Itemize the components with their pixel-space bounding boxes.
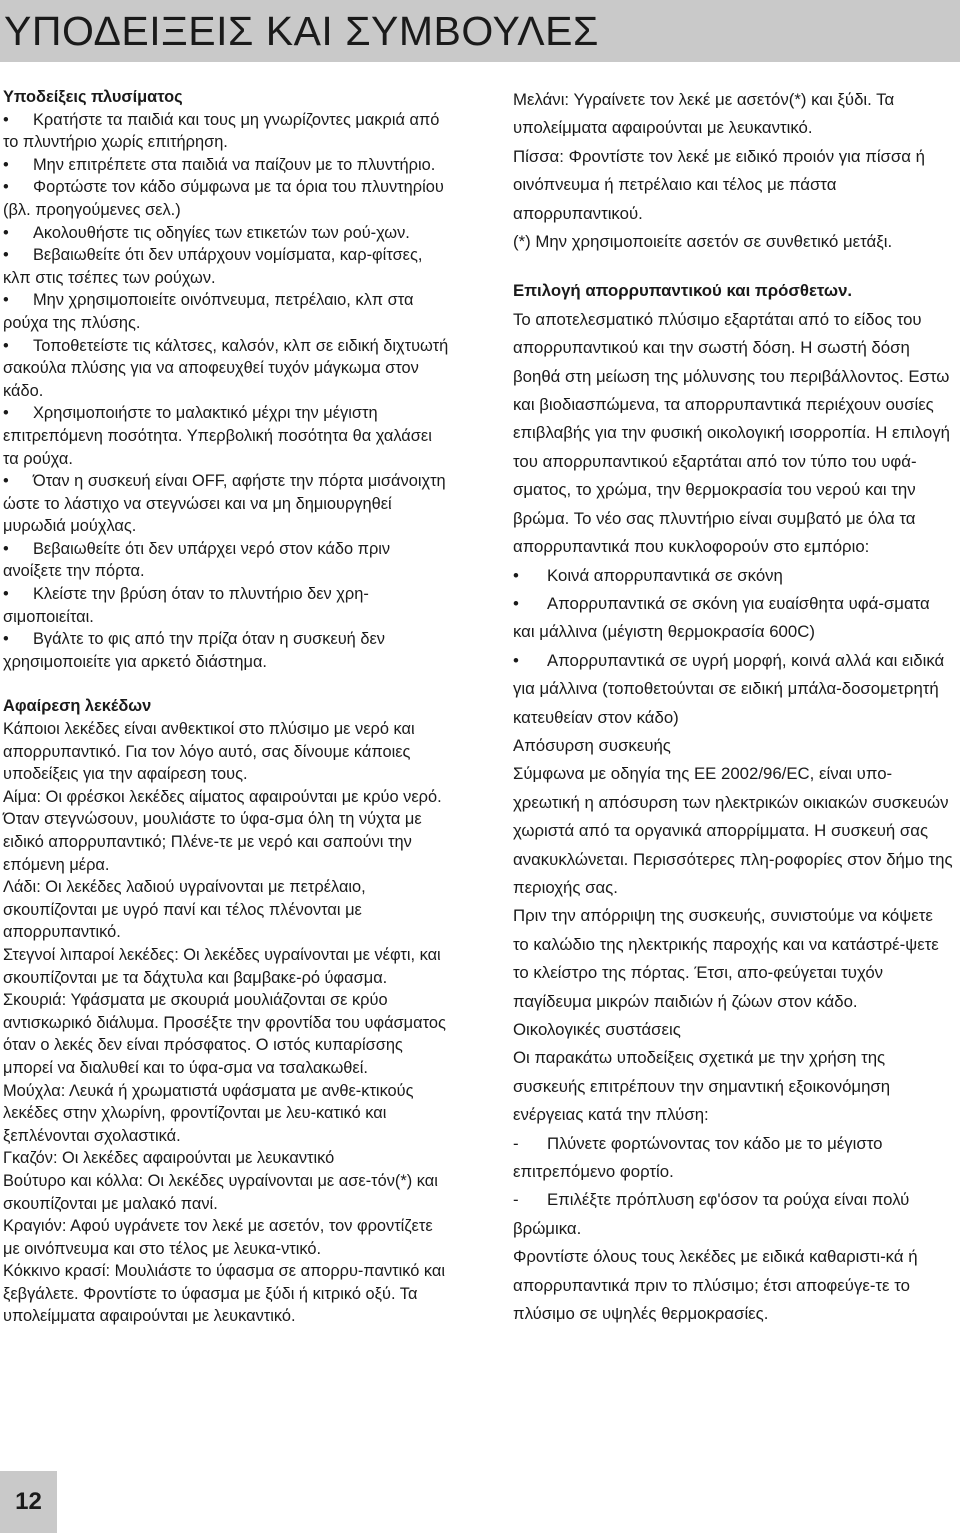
stain-paragraph: Μελάνι: Υγραίνετε τον λεκέ με ασετόν(*) και ξύδι. Τα υπολείμματα αφαιρούνται με λευκαντικό. [513,90,895,138]
bullet-icon: • [3,585,9,604]
bullet-icon: • [513,593,519,613]
bullet-icon: • [3,110,9,129]
list-item: • Βεβαιωθείτε ότι δεν υπάρχουν νομίσματα, καρ-φίτσες, κλπ στις τσέπες των ρούχων. [3,246,423,287]
stain-paragraph: Μούχλα: Λευκά ή χρωματιστά υφάσματα με ανθε-κτικούς λεκέδες στην χλωρίνη, φροντίζονται με λευ-κατικό και ξεπλένονται σχολαστικά. [3,1081,414,1145]
eco-list [513,1130,953,1244]
list-item: • Μην επιτρέπετε στα παιδιά να παίζουν με το πλυντήριο. [3,154,451,177]
stain-paragraph: Γκαζόν: Οι λεκέδες αφαιρούνται με λευκαντικό [3,1149,335,1168]
detergent-heading: Επιλογή απορρυπαντικού και πρόσθετων. [513,281,853,301]
bullet-icon: • [3,472,9,491]
list-item: • Βγάλτε το φις από την πρίζα όταν η συσκευή δεν χρησιμοποιείτε για αρκετό διάστημα. [3,630,385,671]
list-item: - Επιλέξτε πρόπλυση εφ'όσον τα ρούχα είναι πολύ βρώμικα. [513,1186,953,1243]
stain-removal-heading: Αφαίρεση λεκέδων [3,697,152,716]
list-item: • Φορτώστε τον κάδο σύμφωνα με τα όρια του πλυντηρίου (βλ. προηγούμενες σελ.) [3,178,444,219]
page-number-box [0,1471,57,1533]
list-item: • Κοινά απορρυπαντικά σε σκόνη [513,562,953,590]
stain-paragraph: Αίμα: Οι φρέσκοι λεκέδες αίματος αφαιρούνται με κρύο νερό. Όταν στεγνώσουν, μουλιάστε το ύφα-σμα όλη τη νύχτα με ειδικό απορρυπαντικό; Πλένε-τε με νερό και σαπούνι την επόμενη μέρα. [3,787,442,874]
disposal-paragraph: Σύμφωνα με οδηγία της ΕΕ 2002/96/EC, είναι υπο-χρεωτική η απόσυρση των ηλεκτρικών οικιακών συσκευών χωριστά από τα οργανικά απορρίμματα. Η συσκευή σας ανακυκλώνεται. Περισσότερες πλη-ροφορίες στον δήμο της περιοχής σας. [513,764,953,897]
bullet-icon: • [3,630,9,649]
bullet-icon: • [3,155,9,174]
page-title: ΥΠΟΔΕΙΞΕΙΣ ΚΑΙ ΣΥΜΒΟΥΛΕΣ [4,8,599,54]
list-item: • Ακολουθήστε τις οδηγίες των ετικετών των ρού-χων. [3,222,451,245]
bullet-icon: • [3,223,9,242]
dash-icon: - [513,1190,519,1210]
list-item: • Όταν η συσκευή είναι OFF, αφήστε την πόρτα μισάνοιχτη ώστε το λάστιχο να στεγνώσει και να μη δημιουργηθεί μυρωδιά μούχλας. [3,472,446,536]
bullet-icon: • [3,539,9,558]
stain-paragraph: Στεγνοί λιπαροί λεκέδες: Οι λεκέδες υγραίνονται με νέφτι, και σκουπίζονται με τα δάχτυλα και βαμβακε-ρό ύφασμα. [3,945,441,987]
bullet-icon: • [513,565,519,585]
eco-closing: Φροντίστε όλους τους λεκέδες με ειδικά καθαριστι-κά ή απορρυπαντικά πριν το πλύσιμο; έτσι αποφεύγε-τε το πλύσιμο σε υψηλές θερμοκρασίες. [513,1247,918,1324]
list-item: - Πλύνετε φορτώνοντας τον κάδο με το μέγιστο επιτρεπόμενο φορτίο. [513,1130,953,1187]
list-item: • Τοποθετείστε τις κάλτσες, καλσόν, κλπ σε ειδική διχτυωτή σακούλα πλύσης για να αποφευχθεί τυχόν μάγκωμα στον κάδο. [3,336,449,400]
page-number: 12 [15,1488,42,1515]
stain-paragraph: Πίσσα: Φροντίστε τον λεκέ με ειδικό προιόν για πίσσα ή οινόπνευμα ή πετρέλαιο και τέλος με πάστα απορρυπαντικού. [513,146,925,223]
dash-icon: - [513,1133,519,1153]
bullet-icon: • [3,178,9,197]
acetone-note: (*) Μην χρησιμοποιείτε ασετόν σε συνθετικό μετάξι. [513,232,893,252]
stain-paragraph: Λάδι: Οι λεκέδες λαδιού υγραίνονται με πετρέλαιο, σκουπίζονται με υγρό πανί και τέλος πλένονται με απορρυπαντικό. [3,878,366,942]
stain-paragraph: Κραγιόν: Αφού υγράνετε τον λεκέ με ασετόν, τον φροντίζετε με οινόπνευμα και στο τέλος με λευκα-ντικό. [3,1217,433,1258]
detergent-list [513,562,953,732]
bullet-icon: • [3,404,9,423]
bullet-icon: • [3,336,9,355]
list-item: • Χρησιμοποιήστε το μαλακτικό μέχρι την μέγιστη επιτρεπόμενη ποσότητα. Υπερβολική ποσότητα θα χαλάσει τα ρούχα. [3,404,432,468]
eco-heading: Οικολογικές συστάσεις [513,1020,681,1039]
list-item: • Μην χρησιμοποιείτε οινόπνευμα, πετρέλαιο, κλπ στα ρούχα της πλύσης. [3,291,414,332]
stain-paragraph: Κόκκινο κρασί: Μουλιάστε το ύφασμα σε απορρυ-παντικό και ξεβγάλετε. Φροντίστε το ύφασμα με ξύδι ή κιτρικό οξύ. Τα υπολείμματα αφαιρούνται με λευκαντικό. [3,1262,446,1326]
list-item: • Βεβαιωθείτε ότι δεν υπάρχει νερό στον κάδο πριν ανοίξετε την πόρτα. [3,539,391,581]
list-item: • Κρατήστε τα παιδιά και τους μη γνωρίζοντες μακριά από το πλυντήριο χωρίς επιτήρηση. [3,110,440,152]
right-column [513,86,953,1328]
disposal-paragraph: Πριν την απόρριψη της συσκευής, συνιστούμε να κόψετε το καλώδιο της ηλεκτρικής παροχής και να κατάστρέ-ψετε το κλείστρο της πόρτας. Έτσι, απο-φεύγεται τυχόν παγίδευμα μικρών παιδιών ή ζώων στον κάδο. [513,906,939,1011]
stain-paragraph: Κάποιοι λεκέδες είναι ανθεκτικοί στο πλύσιμο με νερό και απορρυπαντικό. Για τον λόγο αυτό, σας δίνουμε κάποιες υποδείξεις για την αφαίρεση τους. [3,720,415,784]
detergent-intro: Το αποτελεσματικό πλύσιμο εξαρτάται από το είδος του απορρυπαντικού και την σωστή δόση. Η σωστή δόση βοηθά στη μείωση της μόλυνσης του περιβάλλοντος. Εστω και βιοδιασπώμενα, τα απορρυπαντικά περιέχουν ουσίες επιβλαβής για την φυσική οικολογική ισορροπία. Η επιλογή του απορρυπαντικού εξαρτάται από τον τύπο του υφά-σματος, το χρώμα, την θερμοκρασία του νερού και την βρώμα. Το νέο σας πλυντήριο είναι συμβατό με όλα τα απορρυπαντικά που κυκλοφορούν στο εμπόριο: [513,309,950,557]
stain-paragraph: Σκουριά: Υφάσματα με σκουριά μουλιάζονται σε κρύο αντισκωρικό διάλυμα. Προσέξτε την φροντίδα του υφάσματος όταν ο λεκές δεν είναι πρόσφατος. Ο ιστός κυπαρίσσης μπορεί να διαλυθεί και το ύφα-σμα να τσαλακωθεί. [3,991,446,1077]
bullet-icon: • [513,650,519,670]
disposal-heading: Απόσυρση συσκευής [513,735,671,755]
left-column [3,86,451,1328]
stain-paragraph: Βούτυρο και κόλλα: Οι λεκέδες υγραίνονται με ασε-τόν(*) και σκουπίζονται με μαλακό πανί. [3,1171,438,1213]
bullet-icon: • [3,246,9,265]
washing-tips-list [3,109,451,674]
list-item: • Απορρυπαντικά σε σκόνη για ευαίσθητα υφά-σματα και μάλλινα (μέγιστη θερμοκρασία 600C) [513,590,953,647]
bullet-icon: • [3,291,9,310]
list-item: • Κλείστε την βρύση όταν το πλυντήριο δεν χρη-σιμοποιείται. [3,585,369,626]
list-item: • Απορρυπαντικά σε υγρή μορφή, κοινά αλλά και ειδικά για μάλλινα (τοποθετούνται σε ειδική μπάλα-δοσομετρητή κατευθείαν στον κάδο) [513,647,953,732]
header-bar [0,0,960,62]
washing-tips-heading: Υποδείξεις πλυσίματος [3,88,183,106]
eco-intro: Οι παρακάτω υποδείξεις σχετικά με την χρήση της συσκευής επιτρέπουν την σημαντική εξοικονόμηση ενέργειας κατά την πλύση: [513,1048,891,1125]
